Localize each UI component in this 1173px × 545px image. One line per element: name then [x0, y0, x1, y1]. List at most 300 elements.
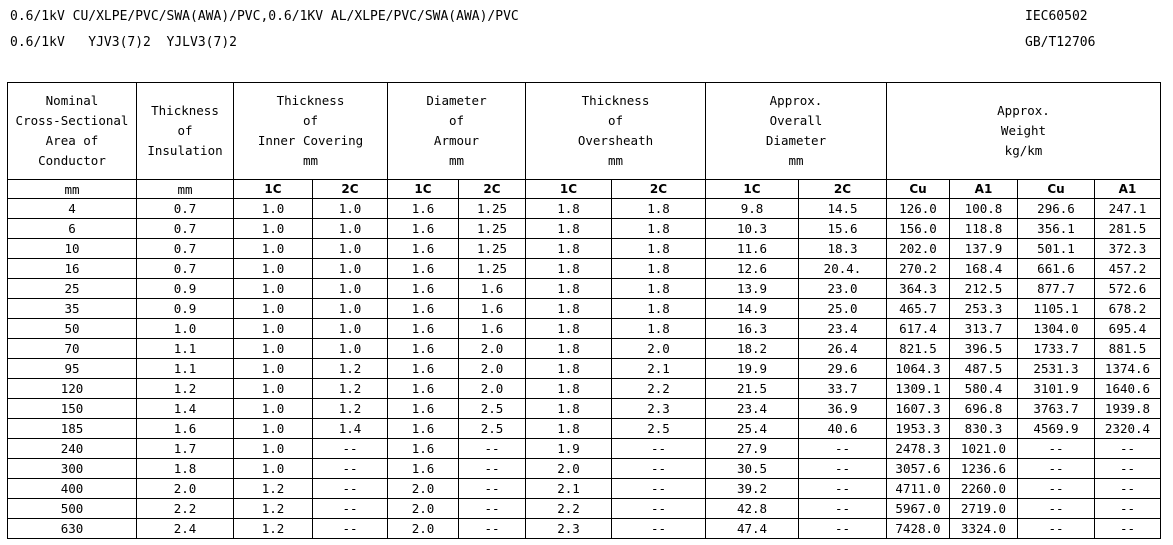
table-cell: 2.0	[526, 459, 612, 479]
table-cell: --	[459, 459, 526, 479]
header-line: Nominal	[45, 93, 99, 108]
table-cell: 212.5	[950, 279, 1018, 299]
table-cell: 1.7	[137, 439, 234, 459]
table-row	[8, 399, 1161, 419]
table-cell: 35	[8, 299, 137, 319]
table-cell: 300	[8, 459, 137, 479]
table-cell: 1733.7	[1018, 339, 1095, 359]
header-line: kg/km	[1004, 143, 1043, 158]
table-cell: 185	[8, 419, 137, 439]
table-cell: 2.1	[526, 479, 612, 499]
table-cell: 3057.6	[887, 459, 950, 479]
table-cell: 14.9	[706, 299, 799, 319]
table-cell: 1.6	[388, 359, 459, 379]
header-line: Inner Covering	[257, 133, 364, 148]
table-cell: 16.3	[706, 319, 799, 339]
table-cell: 1.6	[388, 419, 459, 439]
core-label-cell: 2C	[459, 180, 526, 199]
table-cell: 2.5	[459, 419, 526, 439]
table-row	[8, 519, 1161, 539]
table-cell: --	[313, 459, 388, 479]
table-cell: 2260.0	[950, 479, 1018, 499]
table-cell: 1.0	[234, 339, 313, 359]
table-cell: 501.1	[1018, 239, 1095, 259]
table-cell: --	[1095, 519, 1161, 539]
table-row	[8, 259, 1161, 279]
table-cell: 1.8	[612, 259, 706, 279]
header-line: Diameter	[426, 93, 487, 108]
table-cell: 1.25	[459, 239, 526, 259]
table-cell: 150	[8, 399, 137, 419]
table-cell: 1.8	[612, 299, 706, 319]
table-cell: --	[799, 459, 887, 479]
table-cell: 1.8	[612, 279, 706, 299]
table-cell: 1.8	[612, 199, 706, 219]
table-cell: 881.5	[1095, 339, 1161, 359]
header-line: Approx.	[769, 93, 823, 108]
core-label-cell: 1C	[388, 180, 459, 199]
table-cell: 572.6	[1095, 279, 1161, 299]
table-cell: 1.6	[388, 439, 459, 459]
table-cell: 14.5	[799, 199, 887, 219]
table-cell: 500	[8, 499, 137, 519]
table-cell: 1.2	[313, 399, 388, 419]
header-line: Oversheath	[577, 133, 654, 148]
table-cell: 1.6	[388, 299, 459, 319]
material-label-cell: A1	[950, 180, 1018, 199]
table-cell: --	[313, 479, 388, 499]
table-cell: 0.7	[137, 259, 234, 279]
table-cell: 202.0	[887, 239, 950, 259]
table-cell: 29.6	[799, 359, 887, 379]
header-armour-diameter	[388, 83, 526, 180]
table-cell: 1.0	[313, 339, 388, 359]
table-cell: 1.6	[388, 239, 459, 259]
table-cell: 2.2	[612, 379, 706, 399]
table-cell: --	[612, 479, 706, 499]
table-cell: 1021.0	[950, 439, 1018, 459]
header-line: mm	[448, 153, 465, 168]
table-row	[8, 319, 1161, 339]
table-cell: 696.8	[950, 399, 1018, 419]
table-cell: 1.6	[388, 459, 459, 479]
table-cell: 1.0	[234, 439, 313, 459]
table-cell: 20.4.	[799, 259, 887, 279]
table-cell: 36.9	[799, 399, 887, 419]
table-cell: 126.0	[887, 199, 950, 219]
table-cell: 30.5	[706, 459, 799, 479]
table-row	[8, 239, 1161, 259]
table-cell: --	[799, 519, 887, 539]
table-cell: 2.0	[388, 519, 459, 539]
table-cell: 2320.4	[1095, 419, 1161, 439]
table-cell: 678.2	[1095, 299, 1161, 319]
table-cell: 4711.0	[887, 479, 950, 499]
core-label-cell: 1C	[706, 180, 799, 199]
material-label-cell: Cu	[887, 180, 950, 199]
table-cell: --	[1018, 459, 1095, 479]
header-line: of	[448, 113, 465, 128]
table-cell: 2.2	[526, 499, 612, 519]
header-line: Thickness	[276, 93, 345, 108]
header-line: mm	[607, 153, 624, 168]
table-cell: 1.0	[313, 199, 388, 219]
table-cell: --	[1095, 439, 1161, 459]
table-cell: 1304.0	[1018, 319, 1095, 339]
table-cell: 23.0	[799, 279, 887, 299]
table-cell: 11.6	[706, 239, 799, 259]
table-row	[8, 499, 1161, 519]
table-cell: --	[612, 439, 706, 459]
table-cell: 247.1	[1095, 199, 1161, 219]
header-insulation-thickness	[137, 83, 234, 180]
table-cell: 695.4	[1095, 319, 1161, 339]
table-cell: 5967.0	[887, 499, 950, 519]
table-cell: 1.0	[234, 219, 313, 239]
table-cell: 1.2	[313, 379, 388, 399]
table-cell: 18.3	[799, 239, 887, 259]
table-cell: 2478.3	[887, 439, 950, 459]
material-label-cell: A1	[1095, 180, 1161, 199]
core-label-cell: 1C	[234, 180, 313, 199]
header-line: Cross-Sectional	[15, 113, 129, 128]
header-line: Area of	[45, 133, 99, 148]
table-cell: 1.25	[459, 259, 526, 279]
table-cell: 465.7	[887, 299, 950, 319]
unit-cell: mm	[8, 180, 137, 199]
table-cell: 1.25	[459, 219, 526, 239]
table-cell: 100.8	[950, 199, 1018, 219]
table-cell: --	[313, 519, 388, 539]
table-cell: 296.6	[1018, 199, 1095, 219]
table-cell: 4	[8, 199, 137, 219]
table-cell: --	[612, 519, 706, 539]
table-cell: 0.9	[137, 279, 234, 299]
header-line: Approx.	[997, 103, 1050, 118]
table-cell: 2.2	[137, 499, 234, 519]
table-cell: 1064.3	[887, 359, 950, 379]
table-cell: 1.8	[526, 379, 612, 399]
table-cell: 1.6	[388, 279, 459, 299]
table-cell: 1.25	[459, 199, 526, 219]
table-cell: 39.2	[706, 479, 799, 499]
table-cell: 27.9	[706, 439, 799, 459]
table-cell: 281.5	[1095, 219, 1161, 239]
table-cell: 19.9	[706, 359, 799, 379]
table-cell: 1.8	[612, 319, 706, 339]
table-cell: 2.0	[459, 359, 526, 379]
table-cell: 1.0	[234, 419, 313, 439]
table-cell: 1.0	[234, 199, 313, 219]
table-cell: 40.6	[799, 419, 887, 439]
table-cell: 1.8	[526, 239, 612, 259]
table-cell: 1.8	[526, 399, 612, 419]
table-cell: 1.6	[388, 339, 459, 359]
header-overall-diameter	[706, 83, 887, 180]
header-line: Insulation	[147, 143, 223, 158]
table-cell: 0.7	[137, 199, 234, 219]
table-cell: --	[459, 519, 526, 539]
table-cell: 2.0	[459, 339, 526, 359]
header-line: of	[177, 123, 193, 138]
table-cell: 1.6	[459, 319, 526, 339]
table-cell: --	[799, 439, 887, 459]
table-cell: 270.2	[887, 259, 950, 279]
table-cell: 33.7	[799, 379, 887, 399]
standard-iec: IEC60502	[1025, 9, 1088, 24]
table-cell: 13.9	[706, 279, 799, 299]
table-cell: 1.2	[234, 479, 313, 499]
table-cell: 7428.0	[887, 519, 950, 539]
table-cell: 253.3	[950, 299, 1018, 319]
table-cell: 617.4	[887, 319, 950, 339]
header-line: of	[607, 113, 624, 128]
header-line: mm	[302, 153, 319, 168]
table-cell: 16	[8, 259, 137, 279]
table-cell: 0.9	[137, 299, 234, 319]
header-line: of	[302, 113, 319, 128]
table-row	[8, 479, 1161, 499]
table-cell: --	[799, 479, 887, 499]
table-cell: 372.3	[1095, 239, 1161, 259]
table-cell: --	[799, 499, 887, 519]
table-cell: 0.7	[137, 219, 234, 239]
table-row	[8, 419, 1161, 439]
table-cell: 457.2	[1095, 259, 1161, 279]
table-cell: 1.9	[526, 439, 612, 459]
table-cell: 1.8	[612, 239, 706, 259]
table-cell: --	[612, 499, 706, 519]
table-cell: 2.3	[612, 399, 706, 419]
table-cell: 25.0	[799, 299, 887, 319]
table-cell: 1.0	[137, 319, 234, 339]
table-cell: 1.2	[234, 499, 313, 519]
table-cell: 18.2	[706, 339, 799, 359]
table-cell: 1.0	[234, 399, 313, 419]
table-cell: 1.0	[313, 279, 388, 299]
table-cell: 6	[8, 219, 137, 239]
table-cell: 25.4	[706, 419, 799, 439]
header-line: mm	[788, 153, 804, 168]
header-line: Conductor	[38, 153, 106, 168]
table-cell: 1.6	[388, 219, 459, 239]
table-row	[8, 359, 1161, 379]
table-cell: 4569.9	[1018, 419, 1095, 439]
table-cell: 1.6	[388, 379, 459, 399]
header-weight	[887, 83, 1161, 180]
table-cell: 2.0	[388, 479, 459, 499]
table-cell: 2.0	[459, 379, 526, 399]
core-label-cell: 1C	[526, 180, 612, 199]
table-cell: 1.0	[234, 239, 313, 259]
header-nominal-area	[8, 83, 137, 180]
table-cell: 1.0	[234, 379, 313, 399]
table-cell: 1.6	[388, 259, 459, 279]
table-row	[8, 459, 1161, 479]
table-cell: 661.6	[1018, 259, 1095, 279]
table-cell: --	[1018, 479, 1095, 499]
table-cell: 396.5	[950, 339, 1018, 359]
table-cell: 630	[8, 519, 137, 539]
table-cell: 1.2	[313, 359, 388, 379]
table-cell: --	[1018, 499, 1095, 519]
table-cell: 3324.0	[950, 519, 1018, 539]
table-cell: --	[1018, 439, 1095, 459]
table-row	[8, 299, 1161, 319]
table-cell: 356.1	[1018, 219, 1095, 239]
table-cell: --	[459, 499, 526, 519]
table-cell: --	[313, 439, 388, 459]
table-cell: --	[1095, 459, 1161, 479]
unit-cell: mm	[137, 180, 234, 199]
table-cell: 23.4	[706, 399, 799, 419]
table-cell: 120	[8, 379, 137, 399]
table-cell: 1374.6	[1095, 359, 1161, 379]
header-line: Thickness	[581, 93, 650, 108]
table-cell: 1.0	[234, 359, 313, 379]
core-label-cell: 2C	[799, 180, 887, 199]
table-cell: 1.0	[234, 299, 313, 319]
table-cell: 70	[8, 339, 137, 359]
table-cell: 821.5	[887, 339, 950, 359]
table-cell: 2.0	[388, 499, 459, 519]
header-inner-covering	[234, 83, 388, 180]
table-cell: 313.7	[950, 319, 1018, 339]
table-cell: 1.8	[526, 319, 612, 339]
table-cell: 3101.9	[1018, 379, 1095, 399]
material-label-cell: Cu	[1018, 180, 1095, 199]
header-line: Overall	[769, 113, 823, 128]
table-cell: 364.3	[887, 279, 950, 299]
table-cell: 1.0	[234, 279, 313, 299]
spec-title: 0.6/1kV CU/XLPE/PVC/SWA(AWA)/PVC,0.6/1KV AL/XLPE/PVC/SWA(AWA)/PVC	[10, 9, 519, 24]
table-cell: 1.8	[526, 359, 612, 379]
standard-gbt: GB/T12706	[1025, 35, 1096, 50]
table-cell: --	[1095, 499, 1161, 519]
header-line: Diameter	[765, 133, 827, 148]
table-cell: --	[612, 459, 706, 479]
table-cell: 47.4	[706, 519, 799, 539]
table-cell: 1.6	[137, 419, 234, 439]
table-cell: 10.3	[706, 219, 799, 239]
table-row	[8, 219, 1161, 239]
table-cell: 2.5	[612, 419, 706, 439]
header-line: Armour	[433, 133, 480, 148]
table-cell: 1.8	[526, 299, 612, 319]
table-cell: --	[1018, 519, 1095, 539]
table-cell: 1.1	[137, 359, 234, 379]
table-cell: 2719.0	[950, 499, 1018, 519]
table-cell: 1105.1	[1018, 299, 1095, 319]
table-cell: 1939.8	[1095, 399, 1161, 419]
table-cell: 2.0	[137, 479, 234, 499]
table-cell: 42.8	[706, 499, 799, 519]
table-cell: 1.8	[612, 219, 706, 239]
table-cell: 1.6	[459, 299, 526, 319]
table-cell: 1.0	[313, 239, 388, 259]
table-cell: 0.7	[137, 239, 234, 259]
table-cell: 580.4	[950, 379, 1018, 399]
table-row	[8, 439, 1161, 459]
table-cell: 1.4	[313, 419, 388, 439]
table-cell: --	[459, 479, 526, 499]
table-cell: 15.6	[799, 219, 887, 239]
spec-subtitle: 0.6/1kV YJV3(7)2 YJLV3(7)2	[10, 35, 237, 50]
table-cell: 26.4	[799, 339, 887, 359]
table-cell: 830.3	[950, 419, 1018, 439]
header-line: Thickness	[151, 103, 219, 118]
table-cell: 2.0	[612, 339, 706, 359]
table-row	[8, 279, 1161, 299]
table-body	[8, 199, 1161, 539]
table-cell: 487.5	[950, 359, 1018, 379]
table-cell: 1.1	[137, 339, 234, 359]
table-cell: 1.0	[313, 259, 388, 279]
core-label-cell: 2C	[313, 180, 388, 199]
table-cell: 118.8	[950, 219, 1018, 239]
table-cell: --	[1095, 479, 1161, 499]
table-cell: 1.4	[137, 399, 234, 419]
table-cell: 1.8	[526, 259, 612, 279]
table-cell: --	[459, 439, 526, 459]
table-cell: 1.6	[388, 199, 459, 219]
table-cell: 2.4	[137, 519, 234, 539]
table-cell: 2.1	[612, 359, 706, 379]
table-cell: 25	[8, 279, 137, 299]
table-cell: 1.0	[313, 299, 388, 319]
table-row	[8, 339, 1161, 359]
table-cell: 1309.1	[887, 379, 950, 399]
table-cell: --	[313, 499, 388, 519]
table-cell: 137.9	[950, 239, 1018, 259]
table-cell: 1.0	[234, 319, 313, 339]
table-cell: 1953.3	[887, 419, 950, 439]
table-cell: 21.5	[706, 379, 799, 399]
table-cell: 1607.3	[887, 399, 950, 419]
table-cell: 2.3	[526, 519, 612, 539]
table-row	[8, 379, 1161, 399]
table-cell: 1640.6	[1095, 379, 1161, 399]
core-label-cell: 2C	[612, 180, 706, 199]
table-cell: 2531.3	[1018, 359, 1095, 379]
table-cell: 1.2	[137, 379, 234, 399]
table-cell: 1.6	[388, 399, 459, 419]
table-cell: 1.8	[526, 339, 612, 359]
table-cell: 1.8	[526, 199, 612, 219]
table-cell: 400	[8, 479, 137, 499]
table-cell: 156.0	[887, 219, 950, 239]
table-cell: 877.7	[1018, 279, 1095, 299]
table-cell: 1.8	[526, 419, 612, 439]
table-cell: 95	[8, 359, 137, 379]
table-cell: 50	[8, 319, 137, 339]
table-cell: 10	[8, 239, 137, 259]
table-cell: 1.0	[234, 259, 313, 279]
table-cell: 3763.7	[1018, 399, 1095, 419]
header-oversheath	[526, 83, 706, 180]
table-cell: 1.2	[234, 519, 313, 539]
table-cell: 1236.6	[950, 459, 1018, 479]
table-cell: 1.8	[137, 459, 234, 479]
table-cell: 1.8	[526, 279, 612, 299]
table-cell: 168.4	[950, 259, 1018, 279]
table-cell: 2.5	[459, 399, 526, 419]
header-line: Weight	[1000, 123, 1047, 138]
table-cell: 9.8	[706, 199, 799, 219]
table-row	[8, 199, 1161, 219]
table-cell: 240	[8, 439, 137, 459]
table-cell: 1.8	[526, 219, 612, 239]
